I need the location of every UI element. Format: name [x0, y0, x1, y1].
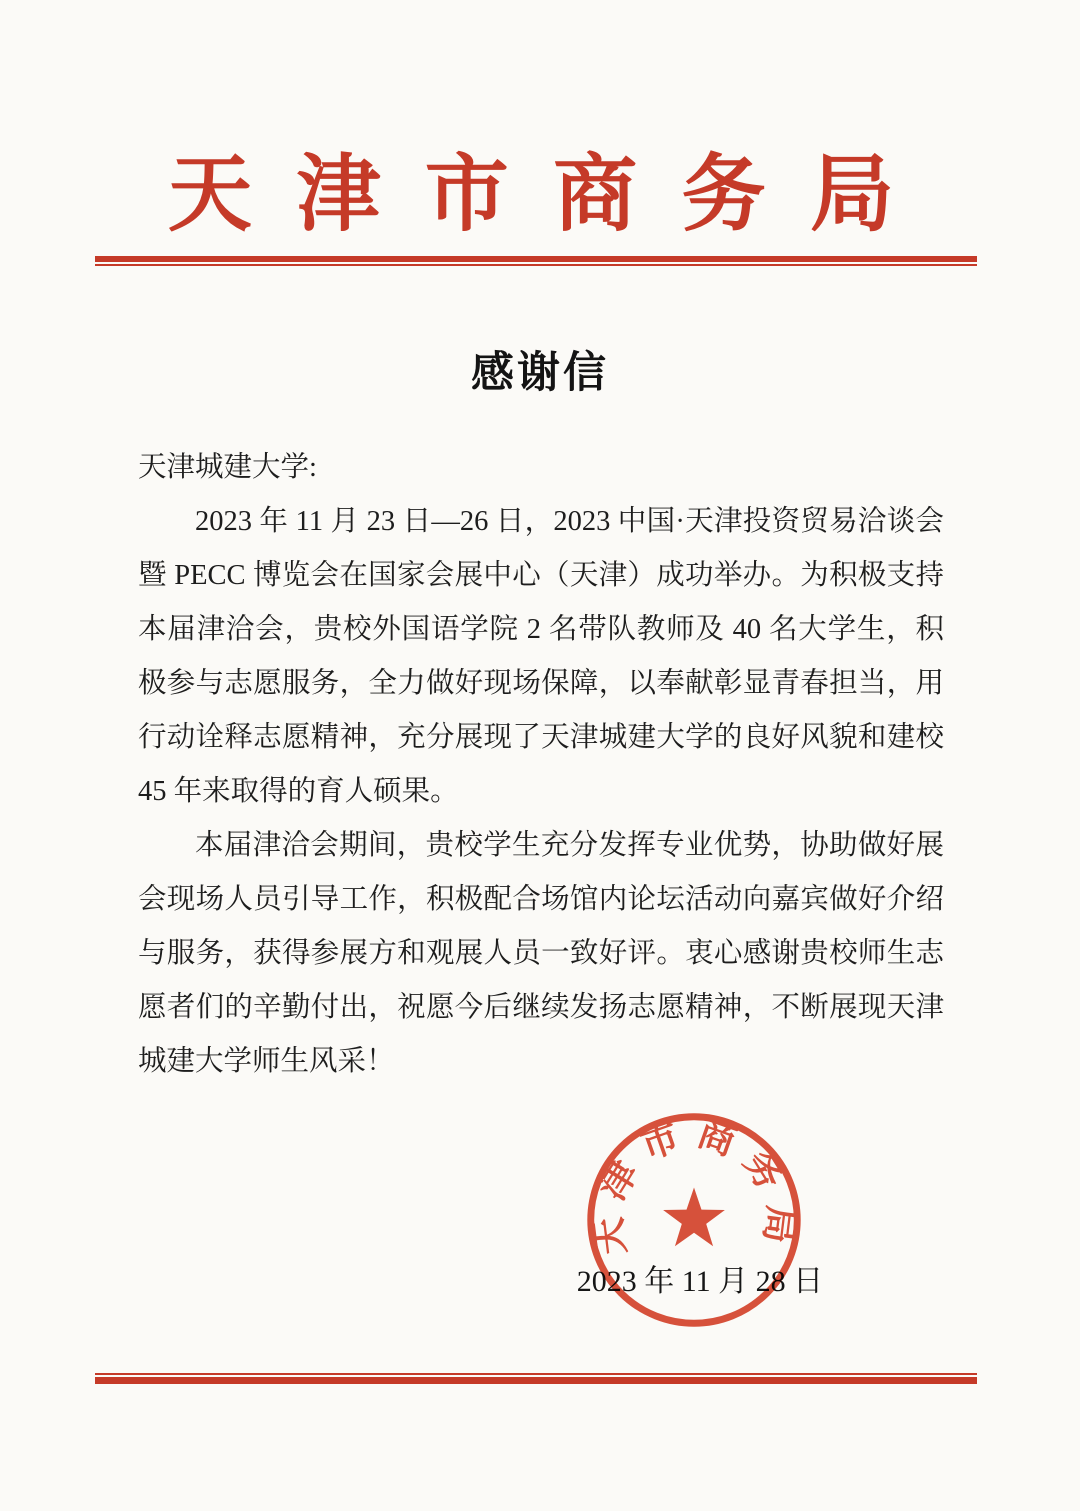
paragraph: [138, 495, 944, 819]
bottom-rule-thin-line: [95, 1373, 977, 1375]
org-name-char: 津: [296, 149, 381, 242]
paragraph: [138, 819, 944, 1089]
paragraph-line: 与服务，获得参展方和观展人员一致好评。衷心感谢贵校师生志: [138, 938, 944, 969]
letter-paragraphs: [138, 495, 944, 1089]
org-name-char: 局: [809, 149, 894, 242]
paragraph-line: 45 年来取得的育人硕果。: [138, 776, 459, 807]
paragraph-line: 行动诠释志愿精神，充分展现了天津城建大学的良好风貌和建校: [138, 722, 944, 753]
org-name: [168, 149, 894, 242]
org-name-char: 商: [553, 149, 638, 242]
paragraph-line: 本届津洽会，贵校外国语学院 2 名带队教师及 40 名大学生，积: [138, 614, 944, 645]
paragraph-line: 愿者们的辛勤付出，祝愿今后继续发扬志愿精神，不断展现天津: [138, 992, 944, 1023]
paragraph-line: 极参与志愿服务，全力做好现场保障，以奉献彰显青春担当，用: [138, 668, 944, 699]
paragraph-line: 2023 年 11 月 23 日—26 日，2023 中国·天津投资贸易洽谈会: [195, 506, 944, 537]
paragraph-line: 会现场人员引导工作，积极配合场馆内论坛活动向嘉宾做好介绍: [138, 884, 944, 915]
letter-date: 2023 年 11 月 28 日: [576, 1265, 824, 1298]
paragraph-line: 城建大学师生风采！: [138, 1046, 395, 1077]
top-rule-thick-line: [95, 256, 977, 262]
paragraph-line: 本届津洽会期间，贵校学生充分发挥专业优势，协助做好展: [195, 830, 944, 861]
bottom-rule-thick-line: [95, 1377, 977, 1384]
top-rule: [95, 256, 977, 266]
org-name-char: 务: [681, 149, 766, 242]
salutation: 天津城建大学:: [138, 452, 317, 483]
paragraph-line: 暨 PECC 博览会在国家会展中心（天津）成功举办。为积极支持: [138, 560, 944, 591]
org-name-char: 天: [168, 149, 253, 242]
top-rule-thin-line: [95, 264, 977, 266]
letter-body: [138, 441, 944, 1089]
seal-svg: [576, 1102, 812, 1338]
official-seal: [576, 1102, 812, 1338]
star-icon: [663, 1188, 725, 1247]
org-name-char: 市: [424, 149, 509, 242]
bottom-rule: [95, 1373, 977, 1384]
seal-arc-text: 天津市商务局: [587, 1113, 801, 1258]
letter-title: 感谢信: [471, 350, 609, 397]
